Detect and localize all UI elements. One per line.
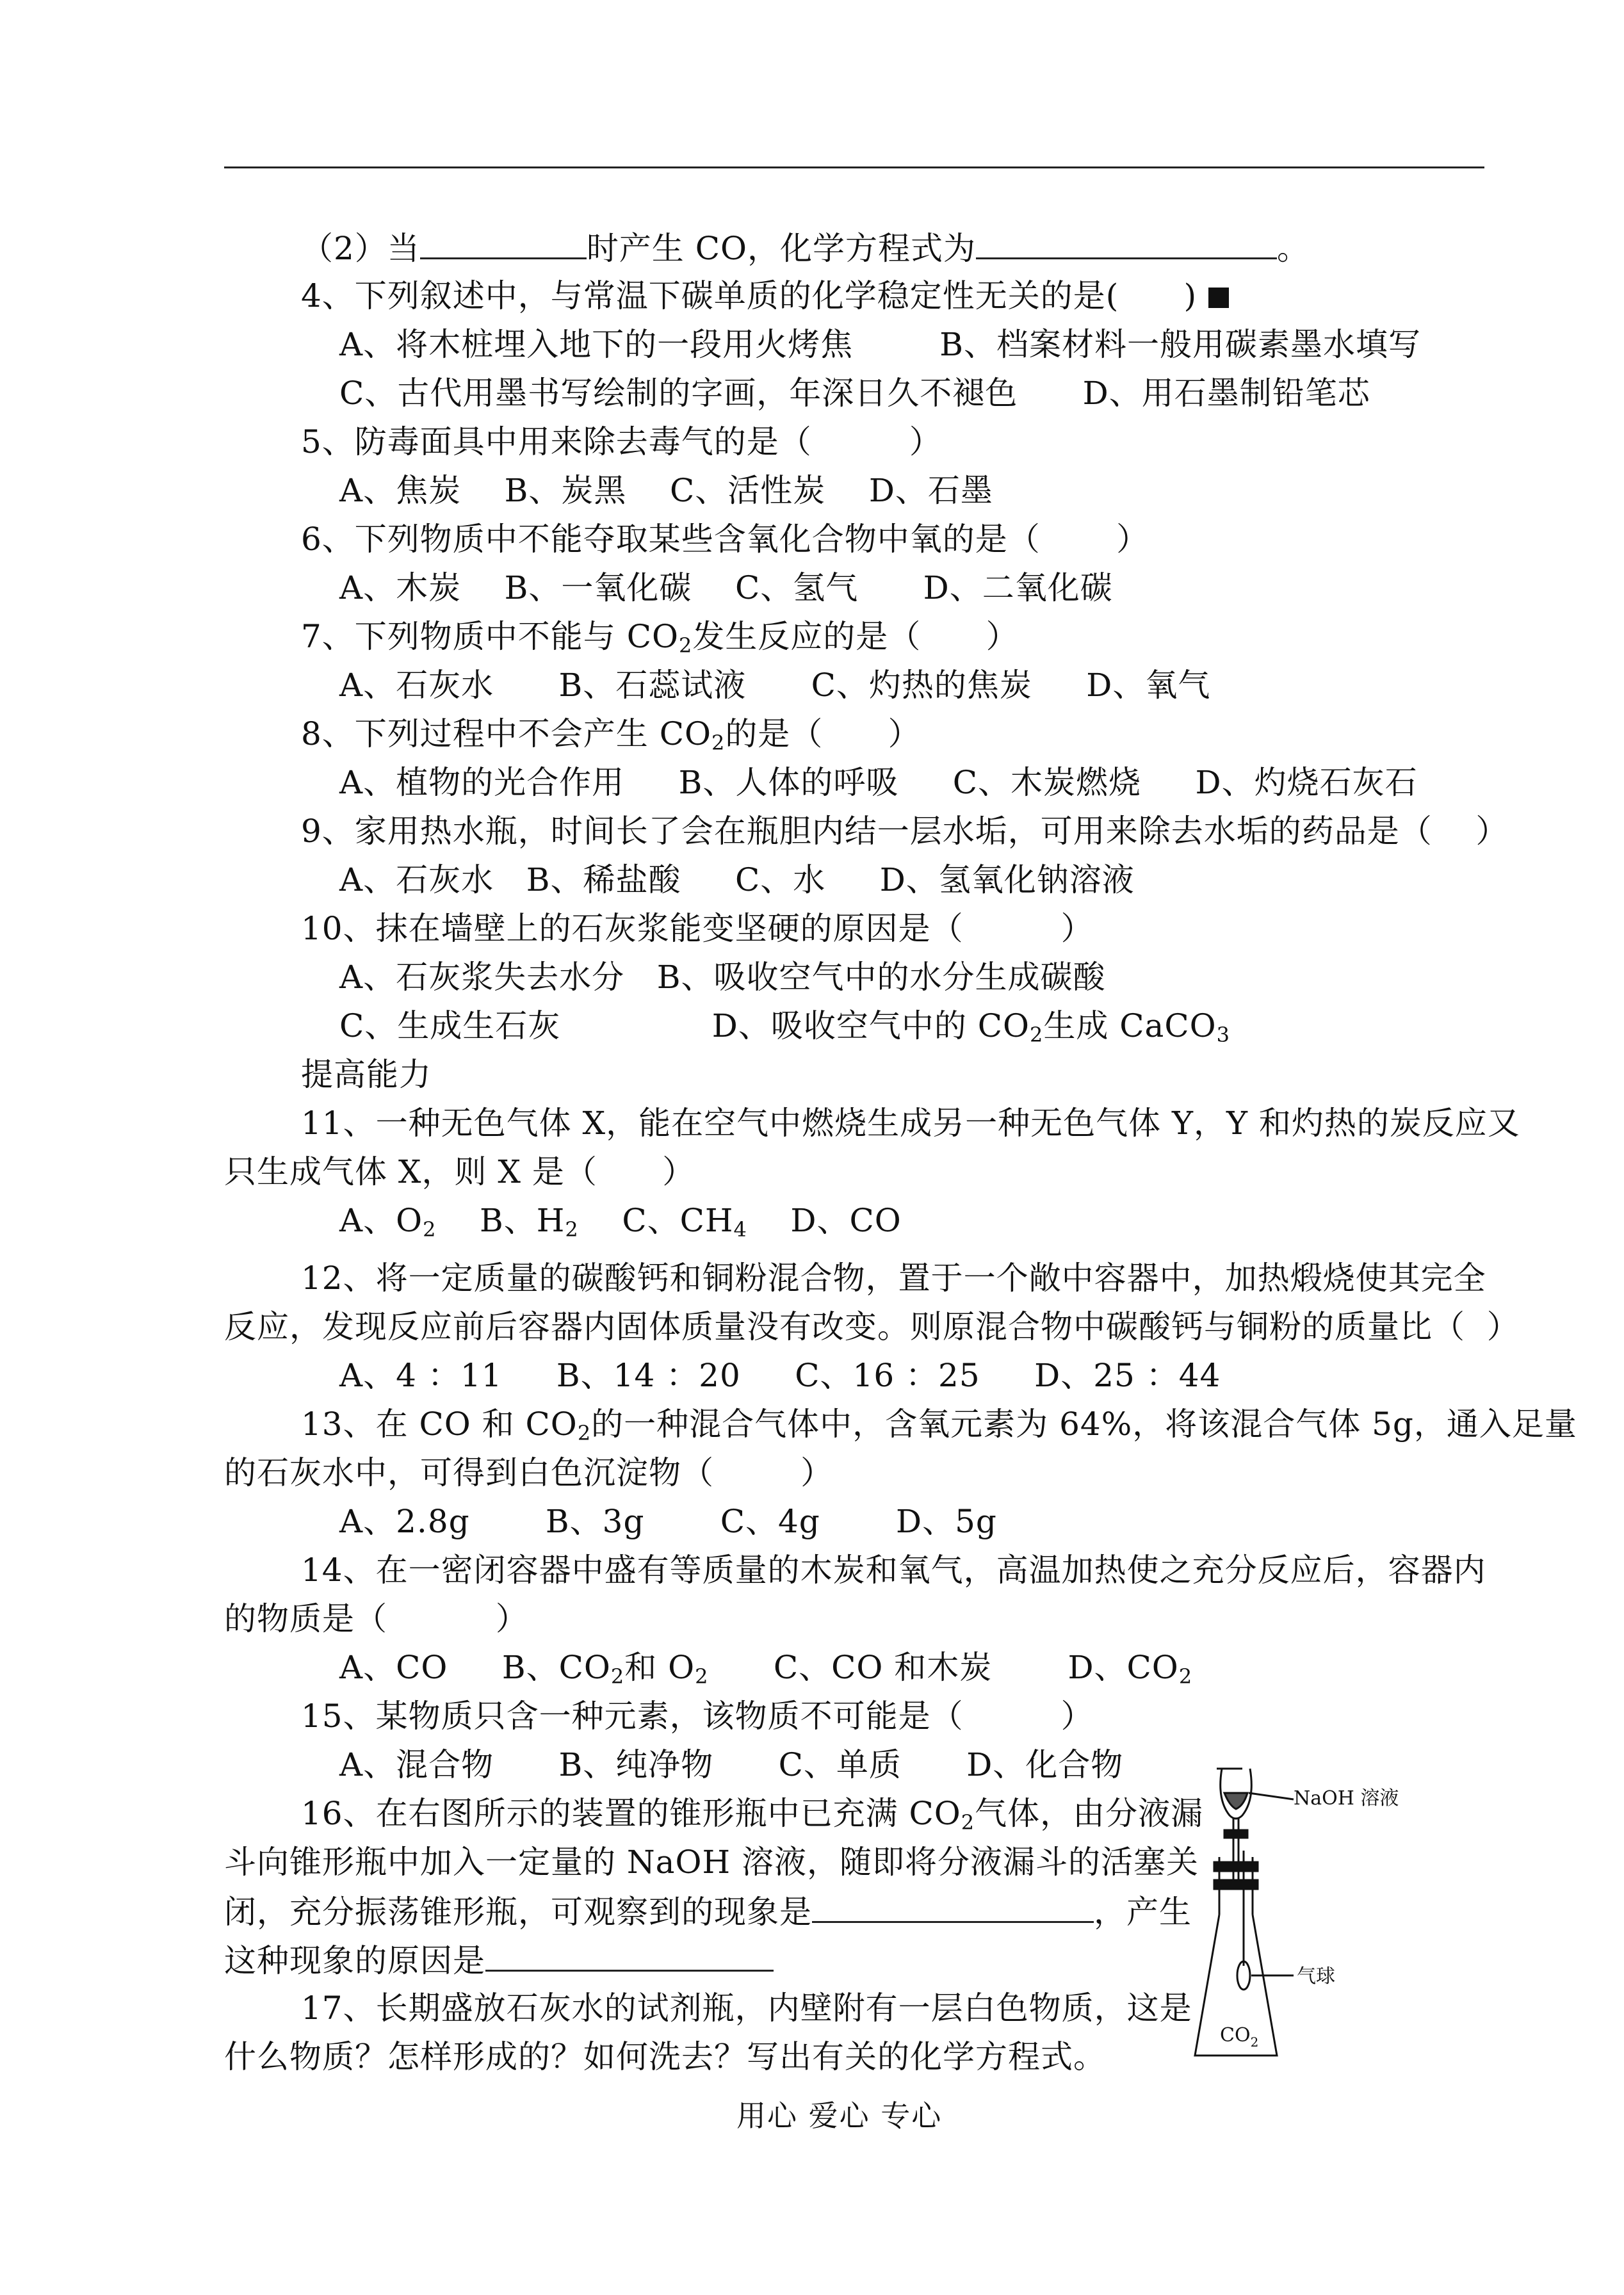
label-pointer bbox=[1249, 1793, 1294, 1799]
q7-options: A、石灰水 B、石蕊试液 C、灼热的焦炭 D、氧气 bbox=[339, 667, 1211, 704]
question-10: 10、抹在墙壁上的石灰浆能变坚硬的原因是（ ） bbox=[301, 910, 1094, 947]
q5-options: A、焦炭 B、炭黑 C、活性炭 D、石墨 bbox=[339, 472, 993, 509]
question-5: 5、防毒面具中用来除去毒气的是（ ） bbox=[301, 423, 942, 460]
stopper bbox=[1214, 1880, 1258, 1889]
answer-blank[interactable] bbox=[812, 1892, 1094, 1923]
q9-options: A、石灰水 B、稀盐酸 C、水 D、氢氧化钠溶液 bbox=[339, 861, 1135, 898]
question-14-cont: 的物质是（ ） bbox=[224, 1600, 528, 1637]
question-4: 4、下列叙述中，与常温下碳单质的化学稳定性无关的是( ) bbox=[301, 277, 1229, 315]
q10-options-cd: C、生成生石灰 D、吸收空气中的 $CO_2$生成 CaCO$_3$ bbox=[339, 1007, 1230, 1047]
answer-blank[interactable] bbox=[420, 228, 587, 259]
question-13: 13、在 CO 和 $CO_2$的一种混合气体中，含氧元素为 64%，将该混合气体 5g，通入足量 bbox=[301, 1406, 1577, 1445]
question-17-cont: 什么物质？怎样形成的？如何洗去？写出有关的化学方程式。 bbox=[224, 2038, 1106, 2075]
question-9: 9、家用热水瓶，时间长了会在瓶胆内结一层水垢，可用来除去水垢的药品是（ ） bbox=[301, 813, 1509, 850]
q4-options-cd: C、古代用墨书写绘制的字画，年深日久不褪色 D、用石墨制铅笔芯 bbox=[339, 375, 1370, 412]
section-heading: 提高能力 bbox=[301, 1056, 432, 1093]
q10-options-ab: A、石灰浆失去水分 B、吸收空气中的水分生成碳酸 bbox=[339, 959, 1106, 996]
label-naoh: NaOH 溶液 bbox=[1294, 1787, 1399, 1810]
header-rule bbox=[224, 166, 1484, 168]
question-16-cont1: 斗向锥形瓶中加入一定量的 NaOH 溶液，随即将分液漏斗的活塞关 bbox=[224, 1844, 1199, 1881]
question-14: 14、在一密闭容器中盛有等质量的木炭和氧气，高温加热使之充分反应后，容器内 bbox=[301, 1552, 1486, 1589]
q11-options: A、$O_2$ B、$H_2$ C、$CH_4$ D、CO bbox=[339, 1202, 902, 1242]
question-15: 15、某物质只含一种元素，该物质不可能是（ ） bbox=[301, 1698, 1094, 1735]
question-7: 7、下列物质中不能与 $CO_2$发生反应的是（ ） bbox=[301, 618, 1019, 658]
stopper bbox=[1214, 1862, 1258, 1871]
q15-options: A、混合物 B、纯净物 C、单质 D、化合物 bbox=[339, 1746, 1124, 1783]
q13-options: A、2.8g B、3g C、4g D、5g bbox=[339, 1503, 997, 1540]
q6-options: A、木炭 B、一氧化碳 C、氢气 D、二氧化碳 bbox=[339, 569, 1113, 606]
q4-options-ab: A、将木桩埋入地下的一段用火烤焦 B、档案材料一般用碳素墨水填写 bbox=[339, 326, 1421, 363]
page-footer: 用心 爱心 专心 bbox=[736, 2098, 943, 2133]
stopcock bbox=[1224, 1830, 1247, 1838]
label-balloon: 气球 bbox=[1297, 1965, 1335, 1988]
q14-options: A、CO B、$CO_2$和 $O_2$ C、CO 和木炭 D、$CO_2$ bbox=[339, 1649, 1193, 1689]
answer-blank[interactable] bbox=[485, 1940, 774, 1972]
answer-blank[interactable] bbox=[976, 228, 1277, 259]
question-16-cont2: 闭，充分振荡锥形瓶，可观察到的现象是 ，产生 bbox=[224, 1892, 1192, 1931]
question-13-cont: 的石灰水中，可得到白色沉淀物（ ） bbox=[224, 1454, 834, 1491]
q8-options: A、植物的光合作用 B、人体的呼吸 C、木炭燃烧 D、灼烧石灰石 bbox=[339, 764, 1418, 801]
line-q3-2: （2）当 时产生 CO，化学方程式为 。 bbox=[301, 228, 1310, 268]
naoh-solution bbox=[1224, 1793, 1247, 1809]
flask-apparatus-figure bbox=[1191, 1755, 1422, 2088]
black-square-icon bbox=[1208, 288, 1229, 308]
question-16: 16、在右图所示的装置的锥形瓶中已充满 $CO_2$气体，由分液漏 bbox=[301, 1795, 1204, 1835]
question-11: 11、一种无色气体 X，能在空气中燃烧生成另一种无色气体 Y，Y 和灼热的炭反应又 bbox=[301, 1105, 1520, 1142]
question-11-cont: 只生成气体 X，则 X 是（ ） bbox=[224, 1153, 695, 1190]
question-16-cont3: 这种现象的原因是 bbox=[224, 1940, 774, 1980]
question-6: 6、下列物质中不能夺取某些含氧化合物中氧的是（ ） bbox=[301, 521, 1149, 558]
question-12-cont: 反应，发现反应前后容器内固体质量没有改变。则原混合物中碳酸钙与铜粉的质量比（ ） bbox=[224, 1308, 1520, 1345]
question-8: 8、下列过程中不会产生 $CO_2$的是（ ） bbox=[301, 715, 921, 755]
q12-options: A、4 ：11 B、14 ：20 C、16 ：25 D、25 ：44 bbox=[339, 1357, 1221, 1394]
question-12: 12、将一定质量的碳酸钙和铜粉混合物，置于一个敞中容器中，加热煅烧使其完全 bbox=[301, 1260, 1486, 1297]
label-co2: $CO_2$ bbox=[1220, 2024, 1259, 2050]
question-17: 17、长期盛放石灰水的试剂瓶，内壁附有一层白色物质，这是 bbox=[301, 1990, 1192, 2027]
